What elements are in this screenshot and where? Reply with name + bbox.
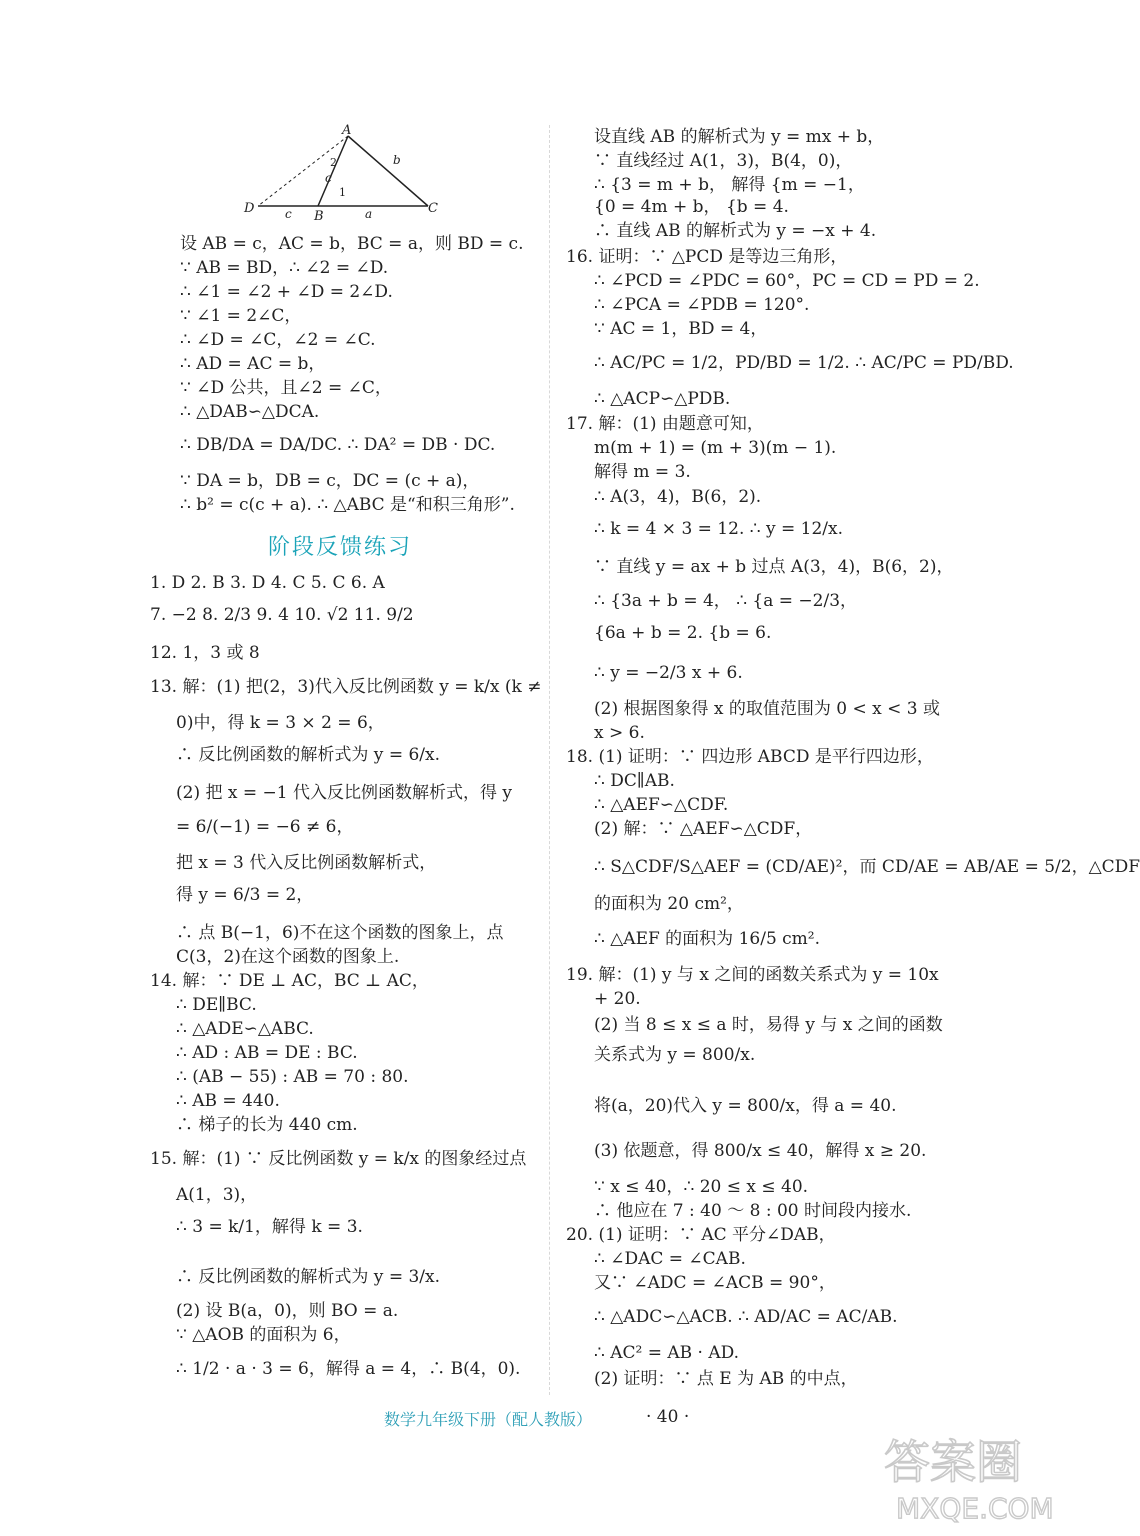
left-line-11: 1. D 2. B 3. D 4. C 5. C 6. A xyxy=(150,573,385,593)
section-title: 阶段反馈练习 xyxy=(268,535,413,560)
right-line-21: x > 6. xyxy=(594,723,645,743)
left-line-22: C(3，2)在这个函数的图象上. xyxy=(176,947,400,967)
left-line-1: ∵ AB = BD，∴ ∠2 = ∠D. xyxy=(180,258,389,278)
left-line-8: ∴ DB/DA = DA/DC. ∴ DA² = DB · DC. xyxy=(180,435,496,455)
right-line-0: 设直线 AB 的解析式为 y = mx + b， xyxy=(594,127,885,147)
right-line-26: ∴ S△CDF/S△AEF = (CD/AE)²，而 CD/AE = AB/AE = 5/2，△CDF xyxy=(594,857,1140,877)
left-line-32: ∴ 3 = k/1，解得 k = 3. xyxy=(176,1217,363,1237)
right-line-6: ∴ ∠PCD = ∠PDC = 60°，PC = CD = PD = 2. xyxy=(594,271,980,291)
label-angle2: 2 xyxy=(330,156,337,169)
watermark-logo xyxy=(876,1426,1066,1526)
left-line-24: ∴ DE∥BC. xyxy=(176,995,257,1015)
label-side-b: b xyxy=(393,153,401,167)
left-line-5: ∴ AD = AC = b， xyxy=(180,354,326,374)
left-line-19: 把 x = 3 代入反比例函数解析式， xyxy=(176,853,437,873)
right-line-5: 16. 证明：∵ △PCD 是等边三角形， xyxy=(566,247,848,267)
left-line-7: ∴ △DAB∽△DCA. xyxy=(180,402,320,422)
watermark-line1: 答案圈 xyxy=(884,1435,1022,1489)
left-line-14: 13. 解：(1) 把(2，3)代入反比例函数 y = k/x (k ≠ xyxy=(150,677,542,697)
left-line-20: 得 y = 6/3 = 2， xyxy=(176,885,314,905)
label-A: A xyxy=(342,123,352,138)
right-line-9: ∴ AC/PC = 1/2，PD/BD = 1/2. ∴ AC/PC = PD/BD. xyxy=(594,353,1014,373)
right-line-23: ∴ DC∥AB. xyxy=(594,771,675,791)
left-line-34: (2) 设 B(a，0)，则 BO = a. xyxy=(176,1301,399,1321)
right-line-14: ∴ A(3，4)，B(6，2). xyxy=(594,487,762,507)
right-line-4: ∴ 直线 AB 的解析式为 y = −x + 4. xyxy=(594,221,877,241)
label-side-c1: c xyxy=(325,171,332,185)
right-line-33: 将(a，20)代入 y = 800/x，得 a = 40. xyxy=(594,1096,897,1116)
left-line-25: ∴ △ADE∽△ABC. xyxy=(176,1019,314,1039)
left-line-2: ∴ ∠1 = ∠2 + ∠D = 2∠D. xyxy=(180,282,393,302)
label-angle1: 1 xyxy=(339,186,346,199)
right-line-11: 17. 解：(1) 由题意可知， xyxy=(566,414,764,434)
right-line-18: {6a + b = 2. {b = 6. xyxy=(594,623,772,643)
right-line-28: ∴ △AEF 的面积为 16/5 cm². xyxy=(594,929,821,949)
right-line-40: ∴ △ADC∽△ACB. ∴ AD/AC = AC/AB. xyxy=(594,1307,898,1327)
left-line-18: = 6/(−1) = −6 ≠ 6， xyxy=(176,817,354,837)
left-line-33: ∴ 反比例函数的解析式为 y = 3/x. xyxy=(176,1267,440,1287)
right-line-42: (2) 证明：∵ 点 E 为 AB 的中点， xyxy=(594,1369,858,1389)
right-line-13: 解得 m = 3. xyxy=(594,462,691,482)
right-line-7: ∴ ∠PCA = ∠PDB = 120°. xyxy=(594,295,810,315)
left-line-13: 12. 1，3 或 8 xyxy=(150,643,260,663)
right-line-30: + 20. xyxy=(594,989,641,1009)
label-C: C xyxy=(428,201,438,216)
right-line-24: ∴ △AEF∽△CDF. xyxy=(594,795,729,815)
label-side-c2: c xyxy=(285,207,292,221)
label-B: B xyxy=(314,209,324,224)
left-line-16: ∴ 反比例函数的解析式为 y = 6/x. xyxy=(176,745,440,765)
right-line-12: m(m + 1) = (m + 3)(m − 1). xyxy=(594,438,837,458)
right-line-16: ∵ 直线 y = ax + b 过点 A(3，4)，B(6，2)， xyxy=(594,557,954,577)
left-line-4: ∴ ∠D = ∠C，∠2 = ∠C. xyxy=(180,330,376,350)
watermark-line2: MXQE.COM xyxy=(896,1492,1054,1525)
right-line-41: ∴ AC² = AB · AD. xyxy=(594,1343,740,1363)
right-line-35: ∵ x ≤ 40，∴ 20 ≤ x ≤ 40. xyxy=(594,1177,809,1197)
right-line-2: ∴ {3 = m + b， 解得 {m = −1， xyxy=(594,175,865,195)
right-line-20: (2) 根据图象得 x 的取值范围为 0 < x < 3 或 xyxy=(594,699,941,719)
page-number: · 40 · xyxy=(646,1407,690,1427)
left-line-0: 设 AB = c，AC = b，BC = a，则 BD = c. xyxy=(180,234,524,254)
right-line-25: (2) 解：∵ △AEF∽△CDF， xyxy=(594,819,813,839)
right-line-37: 20. (1) 证明：∵ AC 平分∠DAB， xyxy=(566,1225,836,1245)
right-line-34: (3) 依题意，得 800/x ≤ 40，解得 x ≥ 20. xyxy=(594,1141,927,1161)
left-line-26: ∴ AD : AB = DE : BC. xyxy=(176,1043,358,1063)
left-line-29: ∴ 梯子的长为 440 cm. xyxy=(176,1115,358,1135)
right-line-19: ∴ y = −2/3 x + 6. xyxy=(594,663,743,683)
right-line-3: {0 = 4m + b， {b = 4. xyxy=(594,197,789,217)
right-line-39: 又∵ ∠ADC = ∠ACB = 90°， xyxy=(594,1273,836,1293)
label-D: D xyxy=(244,201,255,216)
right-line-1: ∵ 直线经过 A(1，3)，B(4，0)， xyxy=(594,151,853,171)
triangle-figure xyxy=(238,120,458,225)
left-line-31: A(1，3)， xyxy=(176,1185,258,1205)
left-line-30: 15. 解：(1) ∵ 反比例函数 y = k/x 的图象经过点 xyxy=(150,1149,527,1169)
left-line-9: ∵ DA = b，DB = c，DC = (c + a)， xyxy=(180,471,480,491)
left-line-21: ∴ 点 B(−1，6)不在这个函数的图象上，点 xyxy=(176,923,504,943)
right-line-15: ∴ k = 4 × 3 = 12. ∴ y = 12/x. xyxy=(594,519,843,539)
right-line-22: 18. (1) 证明：∵ 四边形 ABCD 是平行四边形， xyxy=(566,747,934,767)
left-line-27: ∴ (AB − 55) : AB = 70 : 80. xyxy=(176,1067,409,1087)
right-line-29: 19. 解：(1) y 与 x 之间的函数关系式为 y = 10x xyxy=(566,965,939,985)
column-divider xyxy=(549,125,550,1395)
right-line-17: ∴ {3a + b = 4， ∴ {a = −2/3， xyxy=(594,591,858,611)
left-line-15: 0)中，得 k = 3 × 2 = 6， xyxy=(176,713,385,733)
left-line-23: 14. 解：∵ DE ⊥ AC，BC ⊥ AC， xyxy=(150,971,429,991)
right-line-8: ∵ AC = 1，BD = 4， xyxy=(594,319,768,339)
left-line-36: ∴ 1/2 · a · 3 = 6，解得 a = 4，∴ B(4，0). xyxy=(176,1359,521,1379)
right-line-32: 关系式为 y = 800/x. xyxy=(594,1045,756,1065)
left-line-6: ∵ ∠D 公共，且∠2 = ∠C， xyxy=(180,378,392,398)
right-line-27: 的面积为 20 cm²， xyxy=(594,894,744,914)
right-line-38: ∴ ∠DAC = ∠CAB. xyxy=(594,1249,746,1269)
left-line-10: ∴ b² = c(c + a). ∴ △ABC 是“和积三角形”. xyxy=(180,495,515,515)
right-line-31: (2) 当 8 ≤ x ≤ a 时，易得 y 与 x 之间的函数 xyxy=(594,1015,943,1035)
label-side-a: a xyxy=(365,207,373,221)
left-line-35: ∵ △AOB 的面积为 6， xyxy=(176,1325,351,1345)
left-line-17: (2) 把 x = −1 代入反比例函数解析式，得 y xyxy=(176,783,512,803)
left-line-28: ∴ AB = 440. xyxy=(176,1091,280,1111)
left-line-3: ∵ ∠1 = 2∠C， xyxy=(180,306,302,326)
right-line-10: ∴ △ACP∽△PDB. xyxy=(594,389,731,409)
footer-title: 数学九年级下册（配人教版） xyxy=(384,1410,593,1429)
right-line-36: ∴ 他应在 7 : 40 ～ 8 : 00 时间段内接水. xyxy=(594,1201,912,1221)
left-line-12: 7. −2 8. 2/3 9. 4 10. √2 11. 9/2 xyxy=(150,605,414,625)
